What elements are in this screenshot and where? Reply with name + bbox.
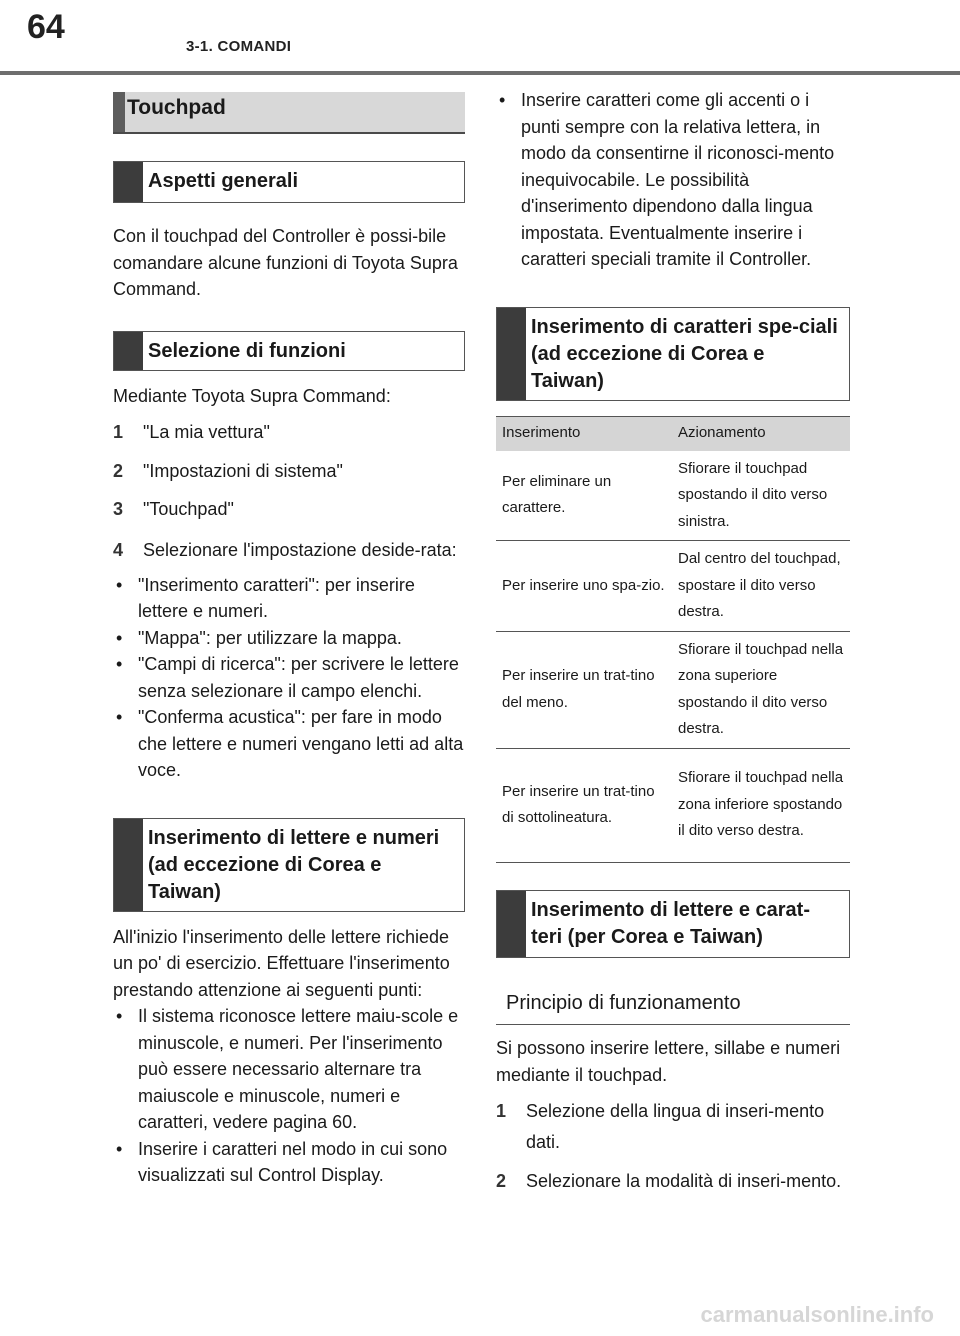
table-header-row (496, 416, 850, 451)
list-item: • Il sistema riconosce lettere maiu-scole e minuscole, e numeri. Per l'inserimento può essere necessario alternare tra maiuscole e minuscole, numeri e caratteri, vedere pagina 60. (116, 1006, 459, 1132)
step-text: "La mia vettura" (143, 422, 270, 442)
step-text: Selezionare l'impostazione deside-rata: (143, 539, 457, 560)
list-item: • "Campi di ricerca": per scrivere le lettere senza selezionare il campo elenchi. (116, 654, 459, 701)
table-row (496, 631, 850, 748)
step-number: 2 (113, 460, 124, 481)
column-header: Azionamento (672, 416, 850, 451)
list-item (113, 535, 465, 566)
bullet-text: "Mappa": per utilizzare la mappa. (138, 627, 402, 648)
subheading-text: Inserimento di caratteri spe-ciali (ad eccezione di Corea e Taiwan) (531, 315, 838, 392)
letters-points (113, 1003, 465, 1189)
header-divider (0, 71, 960, 75)
step-text: Selezionare la modalità di inseri-mento. (526, 1171, 842, 1191)
list-item: • "Mappa": per utilizzare la mappa. (116, 627, 402, 648)
subheading-text: Inserimento di lettere e carat-teri (per Corea e Taiwan) (531, 898, 810, 948)
special-characters-table (496, 416, 850, 863)
watermark: carmanualsonline.info (700, 1302, 934, 1327)
step-number: 4 (113, 539, 124, 560)
table-row (496, 451, 850, 541)
subheading-general (113, 161, 465, 203)
selection-intro: Mediante Toyota Supra Command: (113, 385, 391, 406)
step-number: 3 (113, 499, 124, 519)
subheading-bar (497, 308, 526, 400)
step-text: "Touchpad" (143, 499, 234, 519)
right-column (496, 87, 850, 1197)
table-cell: Sfiorare il touchpad nella zona superiore spostando il dito verso destra. (672, 631, 850, 748)
subheading-korea (496, 890, 850, 958)
step-text: "Impostazioni di sistema" (143, 460, 343, 481)
table-cell: Per inserire un trat-tino di sottolineatura. (496, 748, 672, 862)
subheading-text: Aspetti generali (148, 170, 299, 192)
heading-bar (113, 92, 125, 132)
subheading-special (496, 307, 850, 401)
table-cell: Dal centro del touchpad, spostare il dito verso destra. (672, 541, 850, 632)
principle-heading: Principio di funzionamento (496, 978, 850, 1026)
left-column (113, 92, 465, 1189)
list-item: • Inserire caratteri come gli accenti o i punti sempre con la relativa lettera, in modo da consentirne il riconosci-mento inequivocabile. Le possibilità d'inserimento dipendono dalla lingua impostata. Eventualmente inserire i caratteri speciali tramite il Controller. (499, 90, 835, 269)
heading-text: Touchpad (127, 96, 226, 119)
steps-list (113, 419, 465, 566)
list-item: • "Inserimento caratteri": per inserire lettere e numeri. (116, 574, 415, 621)
step-number: 1 (496, 1101, 507, 1121)
table-cell: Per inserire un trat-tino del meno. (496, 631, 672, 748)
table-cell: Sfiorare il touchpad nella zona inferiore spostando il dito verso destra. (672, 748, 850, 862)
step-text: Selezione della lingua di inseri-mento dati. (526, 1101, 825, 1152)
table-cell: Per eliminare un carattere. (496, 451, 672, 541)
subheading-letters (113, 818, 465, 912)
subheading-text: Selezione di funzioni (148, 339, 346, 362)
principle-steps (496, 1096, 850, 1197)
subheading-bar (114, 332, 143, 370)
step-number: 2 (496, 1171, 507, 1191)
column-header: Inserimento (496, 416, 672, 451)
subheading-text: Inserimento di lettere e numeri (ad eccezione di Corea e Taiwan) (148, 826, 440, 903)
table-cell: Per inserire uno spa-zio. (496, 541, 672, 632)
list-item (113, 458, 465, 485)
bullet-text: Il sistema riconosce lettere maiu-scole e minuscole, e numeri. Per l'inserimento può essere necessario alternare tra maiuscole e minuscole, numeri e caratteri, vedere pagina 60. (138, 1006, 459, 1132)
section-heading-touchpad (113, 92, 465, 134)
list-item (496, 1166, 850, 1197)
subheading-selection (113, 331, 465, 371)
list-item (113, 496, 465, 523)
bullet-text: "Conferma acustica": per fare in modo che lettere e numeri vengano letti ad alta voce. (138, 707, 464, 780)
list-item: • Inserire i caratteri nel modo in cui sono visualizzati sul Control Display. (116, 1138, 448, 1185)
subheading-bar (497, 891, 526, 957)
bullet-text: "Campi di ricerca": per scrivere le lettere senza selezionare il campo elenchi. (138, 654, 459, 701)
general-paragraph: Con il touchpad del Controller è possi-bile comandare alcune funzioni di Toyota Supra Command. (113, 226, 458, 299)
table-row (496, 748, 850, 862)
bullet-text: Inserire caratteri come gli accenti o i punti sempre con la relativa lettera, in modo da consentirne il riconosci-mento inequivocabile. Le possibilità d'inserimento dipendono dalla lingua impostata. Eventualmente inserire i caratteri speciali tramite il Controller. (521, 90, 835, 269)
page-number: 64 (27, 8, 65, 46)
options-list (113, 572, 465, 784)
list-item (113, 419, 465, 446)
subheading-bar (114, 819, 143, 911)
principle-paragraph: Si possono inserire lettere, sillabe e numeri mediante il touchpad. (496, 1038, 841, 1085)
list-item (496, 1096, 850, 1158)
table-cell: Sfiorare il touchpad spostando il dito verso sinistra. (672, 451, 850, 541)
step-number: 1 (113, 422, 124, 442)
table-row (496, 541, 850, 632)
list-item: • "Conferma acustica": per fare in modo che lettere e numeri vengano letti ad alta voce. (116, 707, 464, 780)
bullet-text: "Inserimento caratteri": per inserire lettere e numeri. (138, 574, 415, 621)
letters-intro: All'inizio l'inserimento delle lettere richiede un po' di esercizio. Effettuare l'inserimento prestando attenzione ai seguenti punti: (113, 926, 450, 1000)
bullet-text: Inserire i caratteri nel modo in cui sono visualizzati sul Control Display. (138, 1138, 448, 1185)
chapter-title: 3-1. COMANDI (186, 38, 292, 55)
subheading-bar (114, 162, 143, 202)
